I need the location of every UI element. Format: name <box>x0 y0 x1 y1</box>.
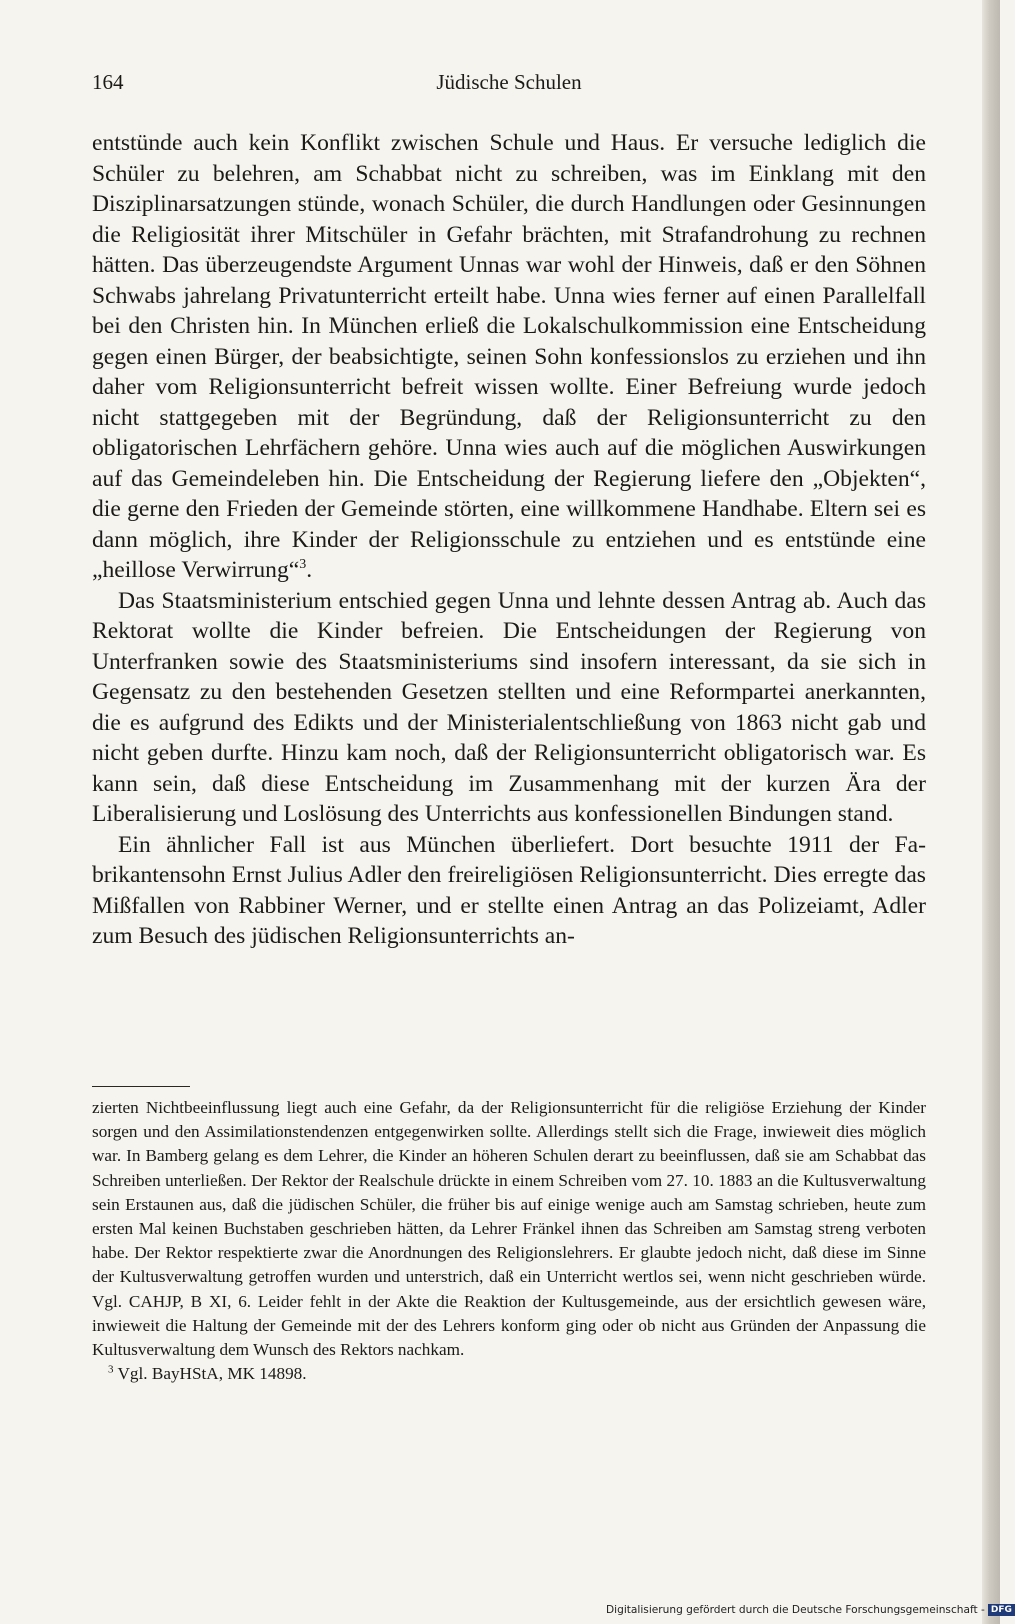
credit-text: Digitalisierung gefördert durch die Deutsche Forschungsgemeinschaft - <box>606 1604 985 1616</box>
body-paragraph <box>92 128 926 586</box>
footnote-text: Vgl. BayHStA, MK 14898. <box>117 1364 307 1384</box>
page-edge-shadow <box>982 0 1000 1624</box>
footnote-continued: zierten Nichtbeeinflussung liegt auch eine Gefahr, da der Religionsunterricht für die religiöse Erziehung der Kinder sorgen und den Assimilationstendenzen entgegenwirken sollte. Allerdings stellt sich die Frage, inwieweit dies möglich war. In Bamberg gelang es dem Lehrer, die Kinder an höheren Schulen derart zu beeinflussen, daß sie am Schabbat das Schreiben unterließen. Der Rektor der Realschule drückte in einem Schreiben vom 27. 10. 1883 an die Kultusverwaltung sein Erstaunen aus, daß die jüdischen Schüler, die früher bis auf einige wenige auch am Samstag schrieben, heute zum ersten Mal keinen Buchstaben geschrieben hätten, da Lehrer Fränkel ihnen das Schreiben am Samstag streng verboten habe. Der Rektor respektierte zwar die Anordnungen des Religionslehrers. Er glaubte jedoch nicht, daß diese im Sinne der Kultusverwaltung getroffen wurden und unterstrich, daß ein Unterricht wertlos sei, wenn nicht geschrieben würde. Vgl. CAHJP, B XI, 6. Leider fehlt in der Akte die Reaktion der Kultusgemeinde, aus der ersichtlich gewesen wäre, inwieweit die Haltung der Gemeinde mit der des Lehrers konform ging oder ob nicht aus Gründen der Anpassung die Kultusverwaltung dem Wunsch des Rektors nachkam. <box>92 1098 926 1360</box>
body-paragraph: Ein ähnlicher Fall ist aus München überliefert. Dort besuchte 1911 der Fabrikantensohn Ernst Julius Adler den freireligiösen Religionsunterricht. Dies erregte das Mißfallen von Rabbiner Werner, und er stellte einen Antrag an das Polizeiamt, Adler zum Besuch des jüdischen Religionsunterrichts an- <box>92 831 926 949</box>
dfg-logo: DFG <box>988 1604 1015 1616</box>
footnote-marker: 3 <box>108 1363 114 1376</box>
paragraph-text: entstünde auch kein Konflikt zwischen Schule und Haus. Er versuche lediglich die Schüler zu belehren, am Schabbat nicht zu schreiben, was im Einklang mit den Disziplinarsatzungen stünde, wonach Schüler, die durch Handlungen oder Gesinnungen die Religiosität ihrer Mitschüler in Gefahr brächten, mit Strafandrohung zu rechnen hätten. Das überzeugendste Argument Unnas war wohl der Hinweis, daß er den Söhnen Schwabs jahrelang Privatunterricht erteilt habe. Unna wies ferner auf einen Parallelfall bei den Christen hin. In München erließ die Lokalschulkommission eine Entscheidung gegen einen Bürger, der beabsichtigte, seinen Sohn konfessionslos zu erziehen und ihn daher vom Religionsunterricht befreit wissen wollte. Einer Befreiung wurde jedoch nicht stattgegeben mit der Begründung, daß der Religionsunterricht zu den obligatorischen Lehrfächern gehöre. Unna wies auch auf die möglichen Auswirkungen auf das Gemeindeleben hin. Die Entscheidung der Regierung liefere den „Objekten“, die gerne den Frieden der Gemeinde störten, eine willkommene Handhabe. Eltern sei es dann möglich, ihre Kinder der Religionsschule zu entziehen und es entstünde eine „heillose Verwirrung“ <box>92 130 926 583</box>
body-paragraph: Das Staatsministerium entschied gegen Unna und lehnte dessen Antrag ab. Auch das Rektorat wollte die Kinder befreien. Die Entscheidungen der Regierung von Unterfranken sowie des Staatsministeriums sind insofern interessant, da sie sich in Gegensatz zu den bestehenden Gesetzen stellten und eine Reformpartei anerkannten, die es aufgrund des Edikts und der Ministerialentschließung von 1863 nicht gab und nicht geben durfte. Hinzu kam noch, daß der Religionsunterricht obligatorisch war. Es kann sein, daß diese Entscheidung im Zusammenhang mit der kurzen Ära der Liberalisierung und Loslösung des Unterrichts aus konfessionellen Bindungen stand. <box>92 587 926 827</box>
paragraph-end: . <box>306 557 313 583</box>
footnote-divider <box>92 1086 190 1087</box>
running-title: Jüdische Schulen <box>436 70 582 94</box>
page-header <box>92 70 926 100</box>
footnote-3 <box>92 1362 926 1386</box>
footnotes <box>92 1096 926 1386</box>
main-text <box>92 128 926 952</box>
footnote-reference: 3 <box>299 557 307 573</box>
page-number: 164 <box>92 70 124 94</box>
digitization-credit <box>606 1604 1012 1622</box>
